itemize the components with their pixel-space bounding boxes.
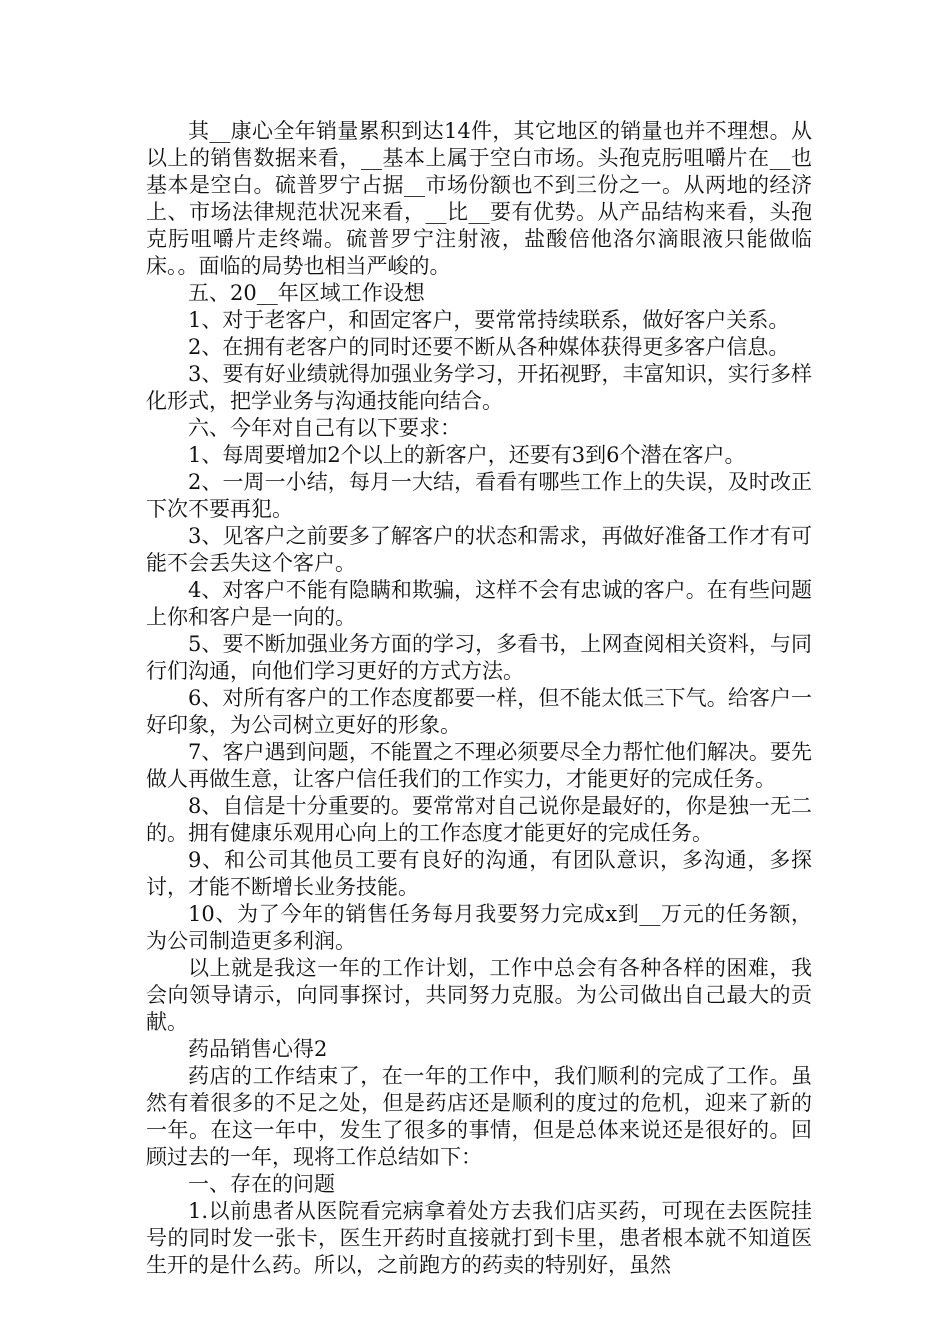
list-item: 1、每周要增加2个以上的新客户，还要有3到6个潜在客户。 (188, 443, 746, 467)
section-heading-six: 六、今年对自己有以下要求： (188, 416, 461, 440)
list-item: 2、一周一小结，每月一大结，看看有哪些工作上的失误，及时改正下次不要再犯。 (146, 470, 812, 521)
document-page (146, 118, 812, 1279)
list-item: 3、见客户之前要多了解客户的状态和需求，再做好准备工作才有可能不会丢失这个客户。 (146, 524, 812, 575)
paragraph-sales-analysis: 其__康心全年销量累积到达14件，其它地区的销量也并不理想。从以上的销售数据来看，__基本上属于空白市场。头孢克肟咀嚼片在__也基本是空白。硫普罗宁占据__市场份额也不到三份之一。从两地的经济上、市场法律规范状况来看，__比__要有优势。从产品结构来看，头孢克肟咀嚼片走终端。硫普罗宁注射液，盐酸倍他洛尔滴眼液只能做临床。。面临的局势也相当严峻的。 (146, 119, 812, 278)
list-item: 6、对所有客户的工作态度都要一样，但不能太低三下气。给客户一好印象，为公司树立更好的形象。 (146, 686, 812, 737)
list-item: 4、对客户不能有隐瞒和欺骗，这样不会有忠诚的客户。在有些问题上你和客户是一向的。 (146, 578, 812, 629)
paragraph-intro: 药店的工作结束了，在一年的工作中，我们顺利的完成了工作。虽然有着很多的不足之处，但是药店还是顺利的度过的危机，迎来了新的一年。在这一年中，发生了很多的事情，但是总体来说还是很好的。回顾过去的一年，现将工作总结如下： (146, 1064, 812, 1169)
list-item: 1.以前患者从医院看完病拿着处方去我们店买药，可现在去医院挂号的同时发一张卡，医生开药时直接就打到卡里，患者根本就不知道医生开的是什么药。所以，之前跑方的药卖的特别好，虽然 (146, 1199, 812, 1277)
list-item: 7、客户遇到问题，不能置之不理必须要尽全力帮忙他们解决。要先做人再做生意，让客户信任我们的工作实力，才能更好的完成任务。 (146, 740, 812, 791)
list-item: 2、在拥有老客户的同时还要不断从各种媒体获得更多客户信息。 (188, 335, 790, 359)
list-item: 3、要有好业绩就得加强业务学习，开拓视野，丰富知识，实行多样化形式，把学业务与沟通技能向结合。 (146, 362, 812, 413)
section-heading-five: 五、20__年区域工作设想 (188, 281, 425, 305)
paragraph-conclusion: 以上就是我这一年的工作计划，工作中总会有各种各样的困难，我会向领导请示，向同事探讨，共同努力克服。为公司做出自己最大的贡献。 (146, 956, 812, 1034)
section-heading-problems: 一、存在的问题 (188, 1172, 335, 1196)
list-item: 5、要不断加强业务方面的学习，多看书，上网查阅相关资料，与同行们沟通，向他们学习更好的方式方法。 (146, 632, 812, 683)
list-item: 1、对于老客户，和固定客户，要常常持续联系，做好客户关系。 (188, 308, 790, 332)
list-item: 9、和公司其他员工要有良好的沟通，有团队意识，多沟通，多探讨，才能不断增长业务技能。 (146, 848, 812, 899)
list-item: 10、为了今年的销售任务每月我要努力完成x到__万元的任务额，为公司制造更多利润。 (146, 902, 812, 953)
section-title: 药品销售心得2 (188, 1037, 328, 1061)
list-item: 8、自信是十分重要的。要常常对自己说你是最好的，你是独一无二的。拥有健康乐观用心向上的工作态度才能更好的完成任务。 (146, 794, 812, 845)
